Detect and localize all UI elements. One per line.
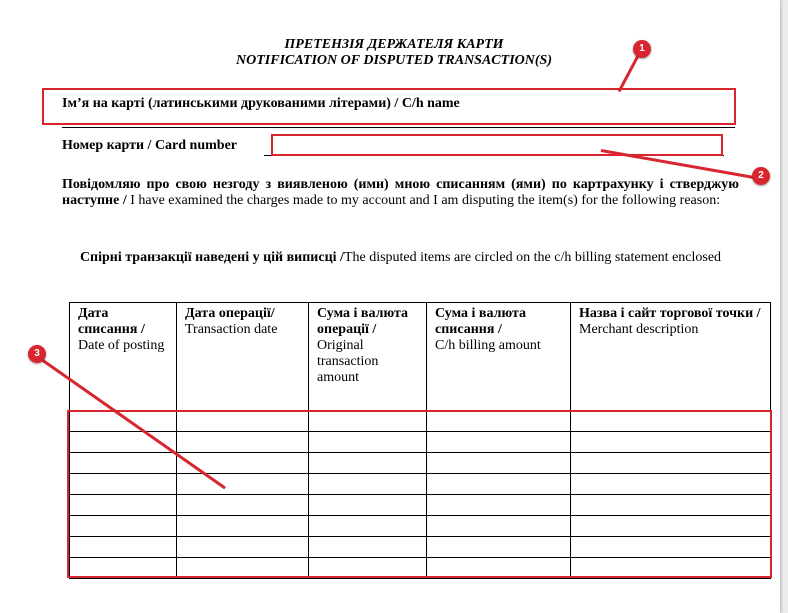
name-field-line[interactable]	[62, 127, 735, 128]
table-header-cell	[571, 303, 771, 411]
table-header-en: Original transaction amount	[317, 338, 379, 385]
dispute-statement	[62, 177, 739, 209]
table-header-content	[435, 306, 564, 410]
annotation-badge-1: 1	[633, 40, 651, 58]
disputed-items-note	[62, 250, 739, 266]
table-header-ua: Дата списання /	[78, 306, 145, 337]
table-header-cell	[177, 303, 309, 411]
table-header-ua: Дата операції/	[185, 306, 275, 321]
document-title-en: NOTIFICATION OF DISPUTED TRANSACTION(S)	[236, 53, 552, 68]
document-title-ua: ПРЕТЕНЗІЯ ДЕРЖАТЕЛЯ КАРТИ	[284, 37, 504, 52]
annotation-badge-2: 2	[752, 167, 770, 185]
table-header-ua: Сума і валюта операції /	[317, 306, 409, 337]
name-field-label: Ім’я на карті (латинськими друкованими літерами) / C/h name	[62, 96, 460, 111]
table-header-en: Transaction date	[185, 322, 278, 337]
table-header-row	[70, 303, 771, 411]
table-rows-highlight	[67, 410, 772, 578]
card-number-field[interactable]	[271, 134, 723, 156]
table-header-ua: Сума і валюта списання /	[435, 306, 527, 337]
disputed-items-note-ua: Спірні транзакції наведені у цій виписці /	[79, 250, 344, 265]
table-header-ua: Назва і сайт торгової точки /	[579, 306, 761, 321]
table-header-cell	[427, 303, 571, 411]
table-header-content	[185, 306, 302, 410]
table-header-content	[579, 306, 764, 410]
table-header-content	[317, 306, 420, 410]
table-header-en: Merchant description	[579, 322, 699, 337]
table-header-cell	[70, 303, 177, 411]
table-header-cell	[309, 303, 427, 411]
card-number-label: Номер карти / Card number	[62, 138, 238, 153]
dispute-statement-ua: Повідомляю про свою незгоду з виявленою (ими) мною списанням (ями) по картрахунку і стверджую наступне /	[62, 177, 739, 208]
dispute-statement-en: I have examined the charges made to my account and I am disputing the item(s) for the following reason:	[126, 193, 721, 208]
table-header-en: C/h billing amount	[435, 338, 541, 353]
annotation-badge-3: 3	[28, 345, 46, 363]
disputed-items-note-en: The disputed items are circled on the c/h billing statement enclosed	[343, 250, 722, 265]
table-header-en: Date of posting	[78, 338, 165, 353]
